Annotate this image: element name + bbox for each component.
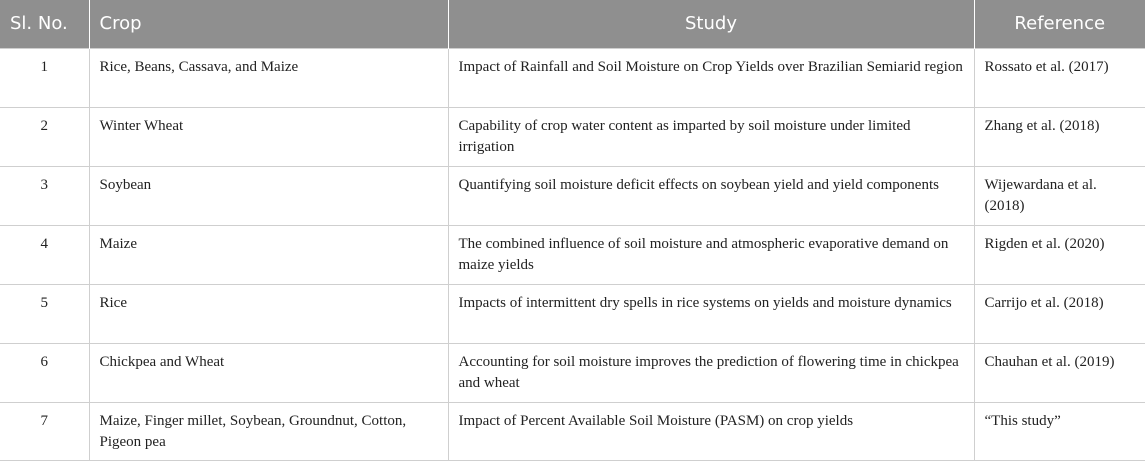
cell-sl-no: 4 [0, 225, 89, 284]
cell-study: Impact of Percent Available Soil Moisture (PASM) on crop yields [448, 402, 974, 460]
table-row [0, 48, 1145, 107]
table-body [0, 48, 1145, 460]
cell-crop: Maize, Finger millet, Soybean, Groundnut, Cotton, Pigeon pea [89, 402, 448, 460]
cell-crop: Rice, Beans, Cassava, and Maize [89, 48, 448, 107]
cell-sl-no: 7 [0, 402, 89, 460]
cell-study: Impact of Rainfall and Soil Moisture on Crop Yields over Brazilian Semiarid region [448, 48, 974, 107]
header-sl-no: Sl. No. [0, 0, 89, 48]
header-row [0, 0, 1145, 48]
header-reference: Reference [1014, 13, 1106, 35]
cell-reference: Wijewardana et al. (2018) [974, 166, 1145, 225]
table-row [0, 166, 1145, 225]
cell-study: Quantifying soil moisture deficit effects on soybean yield and yield components [448, 166, 974, 225]
cell-crop: Winter Wheat [89, 107, 448, 166]
cell-crop: Chickpea and Wheat [89, 343, 448, 402]
cell-reference: Chauhan et al. (2019) [974, 343, 1145, 402]
cell-study: The combined influence of soil moisture and atmospheric evaporative demand on maize yields [448, 225, 974, 284]
cell-reference: Zhang et al. (2018) [974, 107, 1145, 166]
cell-reference: Carrijo et al. (2018) [974, 284, 1145, 343]
cell-crop: Soybean [89, 166, 448, 225]
table-row [0, 284, 1145, 343]
cell-sl-no: 2 [0, 107, 89, 166]
table-row [0, 107, 1145, 166]
cell-study: Impacts of intermittent dry spells in rice systems on yields and moisture dynamics [448, 284, 974, 343]
cell-sl-no: 5 [0, 284, 89, 343]
cell-sl-no: 3 [0, 166, 89, 225]
cell-reference: “This study” [974, 402, 1145, 460]
header-crop: Crop [89, 0, 448, 48]
cell-sl-no: 6 [0, 343, 89, 402]
header-study: Study [448, 0, 974, 48]
table-row [0, 343, 1145, 402]
cell-reference: Rigden et al. (2020) [974, 225, 1145, 284]
cell-crop: Maize [89, 225, 448, 284]
cell-study: Accounting for soil moisture improves the prediction of flowering time in chickpea and wheat [448, 343, 974, 402]
cell-study: Capability of crop water content as imparted by soil moisture under limited irrigation [448, 107, 974, 166]
table-row [0, 225, 1145, 284]
table-header [0, 0, 1145, 48]
cell-reference: Rossato et al. (2017) [974, 48, 1145, 107]
cell-crop: Rice [89, 284, 448, 343]
cell-sl-no: 1 [0, 48, 89, 107]
table-row [0, 402, 1145, 460]
